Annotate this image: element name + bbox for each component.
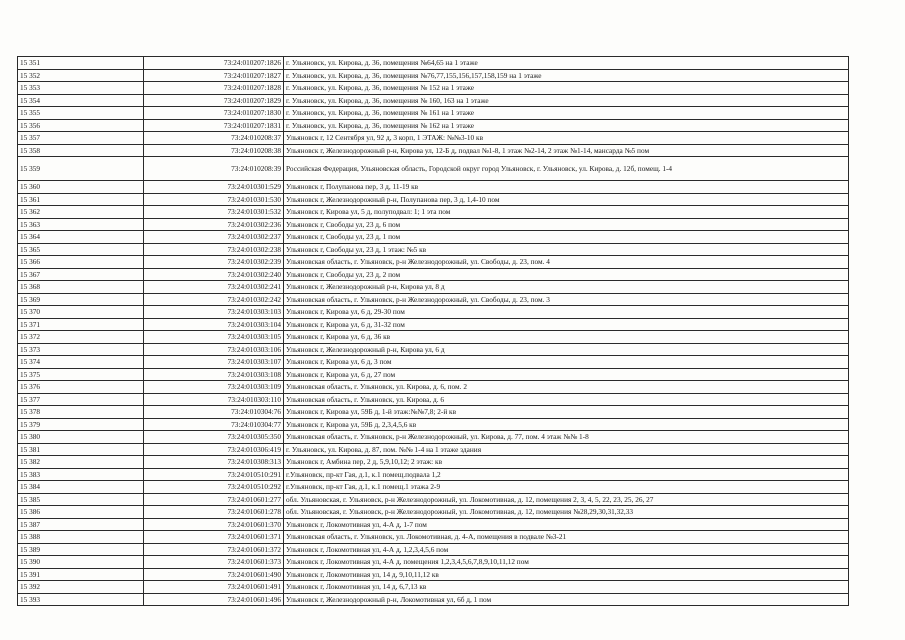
row-number-cell: 15 357 bbox=[18, 132, 144, 145]
address-cell: Ульяновская область, г. Ульяновск, р-н Железнодорожный, ул. Свободы, д. 23, пом. 4 bbox=[284, 256, 849, 269]
table-row bbox=[18, 556, 849, 569]
table-row bbox=[18, 456, 849, 469]
address-cell: обл. Ульяновская, г. Ульяновск, р-н Железнодорожный, ул. Локомотивная, д. 12, помещения №28,29,30,31,32,33 bbox=[284, 506, 849, 519]
address-cell: Ульяновск г, Кирова ул, 6 д, 3 пом bbox=[284, 356, 849, 369]
table-row bbox=[18, 82, 849, 95]
cadastral-number-cell: 73:24:010308:313 bbox=[144, 456, 284, 469]
table-row bbox=[18, 406, 849, 419]
row-number-cell: 15 358 bbox=[18, 144, 144, 157]
cadastral-number-cell: 73:24:010302:238 bbox=[144, 243, 284, 256]
cadastral-number-cell: 73:24:010303:108 bbox=[144, 368, 284, 381]
register-table-body bbox=[18, 57, 849, 606]
row-number-cell: 15 370 bbox=[18, 306, 144, 319]
cadastral-number-cell: 73:24:010303:107 bbox=[144, 356, 284, 369]
cadastral-number-cell: 73:24:010207:1830 bbox=[144, 107, 284, 120]
table-row bbox=[18, 119, 849, 132]
cadastral-number-cell: 73:24:010303:105 bbox=[144, 331, 284, 344]
cadastral-number-cell: 73:24:010301:529 bbox=[144, 181, 284, 194]
address-cell: г. Ульяновск, ул. Кирова, д. 36, помещения № 152 на 1 этаже bbox=[284, 82, 849, 95]
address-cell: Ульяновская область, г. Ульяновск, р-н Железнодорожный, ул. Кирова, д. 77, пом. 4 этаж №№ 1-8 bbox=[284, 431, 849, 444]
row-number-cell: 15 354 bbox=[18, 94, 144, 107]
table-row bbox=[18, 69, 849, 82]
table-row bbox=[18, 107, 849, 120]
address-cell: г.Ульяновск, пр-кт Гая, д.1, к.1 помещ.1 этажа 2-9 bbox=[284, 481, 849, 494]
row-number-cell: 15 360 bbox=[18, 181, 144, 194]
row-number-cell: 15 386 bbox=[18, 506, 144, 519]
cadastral-number-cell: 73:24:010208:39 bbox=[144, 157, 284, 181]
address-cell: Ульяновск г, Свободы ул, 23 д, 1 пом bbox=[284, 231, 849, 244]
address-cell: Ульяновск г, Локомотивная ул, 14 д, 9,10,11,12 кв bbox=[284, 568, 849, 581]
cadastral-number-cell: 73:24:010510:291 bbox=[144, 468, 284, 481]
address-cell: Ульяновск г, Кирова ул, 59Б д, 2,3,4,5,6 кв bbox=[284, 418, 849, 431]
table-row bbox=[18, 381, 849, 394]
row-number-cell: 15 374 bbox=[18, 356, 144, 369]
address-cell: Ульяновск г, Локомотивная ул, 4-А д, помещения 1,2,3,4,5,6,7,8,9,10,11,12 пом bbox=[284, 556, 849, 569]
row-number-cell: 15 353 bbox=[18, 82, 144, 95]
table-row bbox=[18, 468, 849, 481]
row-number-cell: 15 373 bbox=[18, 343, 144, 356]
row-number-cell: 15 376 bbox=[18, 381, 144, 394]
row-number-cell: 15 363 bbox=[18, 218, 144, 231]
cadastral-number-cell: 73:24:010302:236 bbox=[144, 218, 284, 231]
table-row bbox=[18, 356, 849, 369]
address-cell: Ульяновск г, Железнодорожный р-н, Полупанова пер, 3 д, 1,4-10 пом bbox=[284, 193, 849, 206]
table-row bbox=[18, 306, 849, 319]
address-cell: Ульяновск г, Свободы ул, 23 д, 1 этаж: №5 кв bbox=[284, 243, 849, 256]
table-row bbox=[18, 181, 849, 194]
row-number-cell: 15 362 bbox=[18, 206, 144, 219]
cadastral-number-cell: 73:24:010306:419 bbox=[144, 443, 284, 456]
cadastral-number-cell: 73:24:010303:106 bbox=[144, 343, 284, 356]
table-row bbox=[18, 518, 849, 531]
address-cell: г. Ульяновск, ул. Кирова, д. 36, помещения №76,77,155,156,157,158,159 на 1 этаже bbox=[284, 69, 849, 82]
cadastral-number-cell: 73:24:010510:292 bbox=[144, 481, 284, 494]
cadastral-number-cell: 73:24:010302:237 bbox=[144, 231, 284, 244]
address-cell: г. Ульяновск, ул. Кирова, д. 36, помещения №64,65 на 1 этаже bbox=[284, 57, 849, 70]
row-number-cell: 15 383 bbox=[18, 468, 144, 481]
table-row bbox=[18, 268, 849, 281]
address-cell: Ульяновск г, Железнодорожный р-н, Кирова ул, 8 д bbox=[284, 281, 849, 294]
row-number-cell: 15 378 bbox=[18, 406, 144, 419]
address-cell: Ульяновск г, 12 Сентября ул, 92 д, 3 корп, 1 ЭТАЖ: №№3-10 кв bbox=[284, 132, 849, 145]
address-cell: г. Ульяновск, ул. Кирова, д. 87, пом. №№ 1-4 на 1 этаже здания bbox=[284, 443, 849, 456]
row-number-cell: 15 351 bbox=[18, 57, 144, 70]
table-row bbox=[18, 481, 849, 494]
cadastral-number-cell: 73:24:010302:242 bbox=[144, 293, 284, 306]
cadastral-number-cell: 73:24:010301:532 bbox=[144, 206, 284, 219]
row-number-cell: 15 382 bbox=[18, 456, 144, 469]
cadastral-number-cell: 73:24:010601:490 bbox=[144, 568, 284, 581]
table-row bbox=[18, 593, 849, 606]
address-cell: г. Ульяновск, ул. Кирова, д. 36, помещения № 160, 163 на 1 этаже bbox=[284, 94, 849, 107]
table-row bbox=[18, 57, 849, 70]
table-row bbox=[18, 543, 849, 556]
cadastral-number-cell: 73:24:010305:350 bbox=[144, 431, 284, 444]
address-cell: Ульяновск г, Локомотивная ул, 14 д, 6,7,13 кв bbox=[284, 581, 849, 594]
address-cell: Ульяновская область, г. Ульяновск, ул. Локомотивная, д. 4-А, помещения в подвале №3-21 bbox=[284, 531, 849, 544]
table-row bbox=[18, 343, 849, 356]
address-cell: Ульяновская область, г. Ульяновск, р-н Железнодорожный, ул. Свободы, д. 23, пом. 3 bbox=[284, 293, 849, 306]
address-cell: Ульяновск г, Амбина пер, 2 д, 5,9,10,12; 2 этаж: кв bbox=[284, 456, 849, 469]
cadastral-number-cell: 73:24:010303:103 bbox=[144, 306, 284, 319]
row-number-cell: 15 389 bbox=[18, 543, 144, 556]
address-cell: Ульяновск г, Свободы ул, 23 д, 2 пом bbox=[284, 268, 849, 281]
cadastral-number-cell: 73:24:010208:38 bbox=[144, 144, 284, 157]
cadastral-number-cell: 73:24:010303:110 bbox=[144, 393, 284, 406]
row-number-cell: 15 375 bbox=[18, 368, 144, 381]
row-number-cell: 15 391 bbox=[18, 568, 144, 581]
address-cell: Ульяновск г, Кирова ул, 6 д, 27 пом bbox=[284, 368, 849, 381]
address-cell: Ульяновск г, Локомотивная ул, 4-А д, 1-7 пом bbox=[284, 518, 849, 531]
row-number-cell: 15 372 bbox=[18, 331, 144, 344]
row-number-cell: 15 359 bbox=[18, 157, 144, 181]
row-number-cell: 15 356 bbox=[18, 119, 144, 132]
address-cell: Ульяновск г, Кирова ул, 5 д, полуподвал: 1; 1 эта пом bbox=[284, 206, 849, 219]
row-number-cell: 15 387 bbox=[18, 518, 144, 531]
address-cell: Ульяновск г, Железнодорожный р-н, Кирова ул, 6 д bbox=[284, 343, 849, 356]
cadastral-number-cell: 73:24:010302:241 bbox=[144, 281, 284, 294]
row-number-cell: 15 388 bbox=[18, 531, 144, 544]
cadastral-number-cell: 73:24:010207:1831 bbox=[144, 119, 284, 132]
address-cell: обл. Ульяновская, г. Ульяновск, р-н Железнодорожный, ул. Локомотивная, д. 12, помещения 2, 3, 4, 5, 22, 23, 25, 26, 27 bbox=[284, 493, 849, 506]
table-row bbox=[18, 193, 849, 206]
table-row bbox=[18, 506, 849, 519]
cadastral-number-cell: 73:24:010601:372 bbox=[144, 543, 284, 556]
table-row bbox=[18, 443, 849, 456]
cadastral-number-cell: 73:24:010601:496 bbox=[144, 593, 284, 606]
cadastral-number-cell: 73:24:010302:239 bbox=[144, 256, 284, 269]
table-row bbox=[18, 431, 849, 444]
cadastral-number-cell: 73:24:010601:370 bbox=[144, 518, 284, 531]
row-number-cell: 15 367 bbox=[18, 268, 144, 281]
address-cell: г.Ульяновск, пр-кт Гая, д.1, к.1 помещ.подвала 1,2 bbox=[284, 468, 849, 481]
address-cell: Ульяновск г, Свободы ул, 23 д, 6 пом bbox=[284, 218, 849, 231]
table-row bbox=[18, 368, 849, 381]
table-row bbox=[18, 581, 849, 594]
address-cell: Ульяновск г, Кирова ул, 6 д, 29-30 пом bbox=[284, 306, 849, 319]
row-number-cell: 15 371 bbox=[18, 318, 144, 331]
table-row bbox=[18, 243, 849, 256]
row-number-cell: 15 380 bbox=[18, 431, 144, 444]
address-cell: Ульяновск г, Кирова ул, 6 д, 36 кв bbox=[284, 331, 849, 344]
row-number-cell: 15 392 bbox=[18, 581, 144, 594]
table-row bbox=[18, 281, 849, 294]
row-number-cell: 15 355 bbox=[18, 107, 144, 120]
table-row bbox=[18, 568, 849, 581]
table-row bbox=[18, 132, 849, 145]
cadastral-number-cell: 73:24:010303:104 bbox=[144, 318, 284, 331]
address-cell: Ульяновская область, г. Ульяновск, ул. Кирова, д. 6, пом. 2 bbox=[284, 381, 849, 394]
cadastral-number-cell: 73:24:010601:277 bbox=[144, 493, 284, 506]
row-number-cell: 15 369 bbox=[18, 293, 144, 306]
address-cell: Ульяновск г, Кирова ул, 59Б д, 1-й этаж:№№7,8; 2-й кв bbox=[284, 406, 849, 419]
table-row bbox=[18, 331, 849, 344]
table-row bbox=[18, 256, 849, 269]
row-number-cell: 15 393 bbox=[18, 593, 144, 606]
address-cell: Ульяновск г, Железнодорожный р-н, Кирова ул, 12-Б д, подвал №1-8, 1 этаж №2-14, 2 этаж №1-14, мансарда №5 пом bbox=[284, 144, 849, 157]
cadastral-number-cell: 73:24:010601:278 bbox=[144, 506, 284, 519]
cadastral-register-table bbox=[17, 56, 849, 606]
address-cell: Ульяновск г, Полупанова пер, 3 д, 11-19 кв bbox=[284, 181, 849, 194]
row-number-cell: 15 381 bbox=[18, 443, 144, 456]
row-number-cell: 15 379 bbox=[18, 418, 144, 431]
table-row bbox=[18, 94, 849, 107]
row-number-cell: 15 364 bbox=[18, 231, 144, 244]
table-row bbox=[18, 493, 849, 506]
row-number-cell: 15 377 bbox=[18, 393, 144, 406]
address-cell: Российская Федерация, Ульяновская область, Городской округ город Ульяновск, г. Ульяновск, ул. Кирова, д. 12б, помещ. 1-4 bbox=[284, 157, 849, 181]
row-number-cell: 15 361 bbox=[18, 193, 144, 206]
row-number-cell: 15 385 bbox=[18, 493, 144, 506]
address-cell: г. Ульяновск, ул. Кирова, д. 36, помещения № 161 на 1 этаже bbox=[284, 107, 849, 120]
cadastral-number-cell: 73:24:010207:1826 bbox=[144, 57, 284, 70]
address-cell: Ульяновск г, Локомотивная ул, 4-А д, 1,2,3,4,5,6 пом bbox=[284, 543, 849, 556]
cadastral-number-cell: 73:24:010304:76 bbox=[144, 406, 284, 419]
cadastral-number-cell: 73:24:010601:373 bbox=[144, 556, 284, 569]
address-cell: Ульяновская область, г. Ульяновск, ул. Кирова, д. 6 bbox=[284, 393, 849, 406]
table-row bbox=[18, 218, 849, 231]
row-number-cell: 15 390 bbox=[18, 556, 144, 569]
row-number-cell: 15 368 bbox=[18, 281, 144, 294]
cadastral-number-cell: 73:24:010302:240 bbox=[144, 268, 284, 281]
cadastral-number-cell: 73:24:010207:1827 bbox=[144, 69, 284, 82]
row-number-cell: 15 365 bbox=[18, 243, 144, 256]
cadastral-number-cell: 73:24:010601:371 bbox=[144, 531, 284, 544]
cadastral-number-cell: 73:24:010207:1828 bbox=[144, 82, 284, 95]
table-row bbox=[18, 418, 849, 431]
row-number-cell: 15 384 bbox=[18, 481, 144, 494]
cadastral-number-cell: 73:24:010303:109 bbox=[144, 381, 284, 394]
row-number-cell: 15 366 bbox=[18, 256, 144, 269]
cadastral-number-cell: 73:24:010207:1829 bbox=[144, 94, 284, 107]
table-row bbox=[18, 144, 849, 157]
cadastral-number-cell: 73:24:010208:37 bbox=[144, 132, 284, 145]
table-row bbox=[18, 393, 849, 406]
row-number-cell: 15 352 bbox=[18, 69, 144, 82]
address-cell: Ульяновск г, Железнодорожный р-н, Локомотивная ул, 6б д, 1 пом bbox=[284, 593, 849, 606]
table-row bbox=[18, 318, 849, 331]
table-row bbox=[18, 293, 849, 306]
table-row bbox=[18, 157, 849, 181]
cadastral-number-cell: 73:24:010601:491 bbox=[144, 581, 284, 594]
table-row bbox=[18, 231, 849, 244]
cadastral-number-cell: 73:24:010304:77 bbox=[144, 418, 284, 431]
address-cell: Ульяновск г, Кирова ул, 6 д, 31-32 пом bbox=[284, 318, 849, 331]
table-row bbox=[18, 206, 849, 219]
cadastral-number-cell: 73:24:010301:530 bbox=[144, 193, 284, 206]
address-cell: г. Ульяновск, ул. Кирова, д. 36, помещения № 162 на 1 этаже bbox=[284, 119, 849, 132]
table-row bbox=[18, 531, 849, 544]
